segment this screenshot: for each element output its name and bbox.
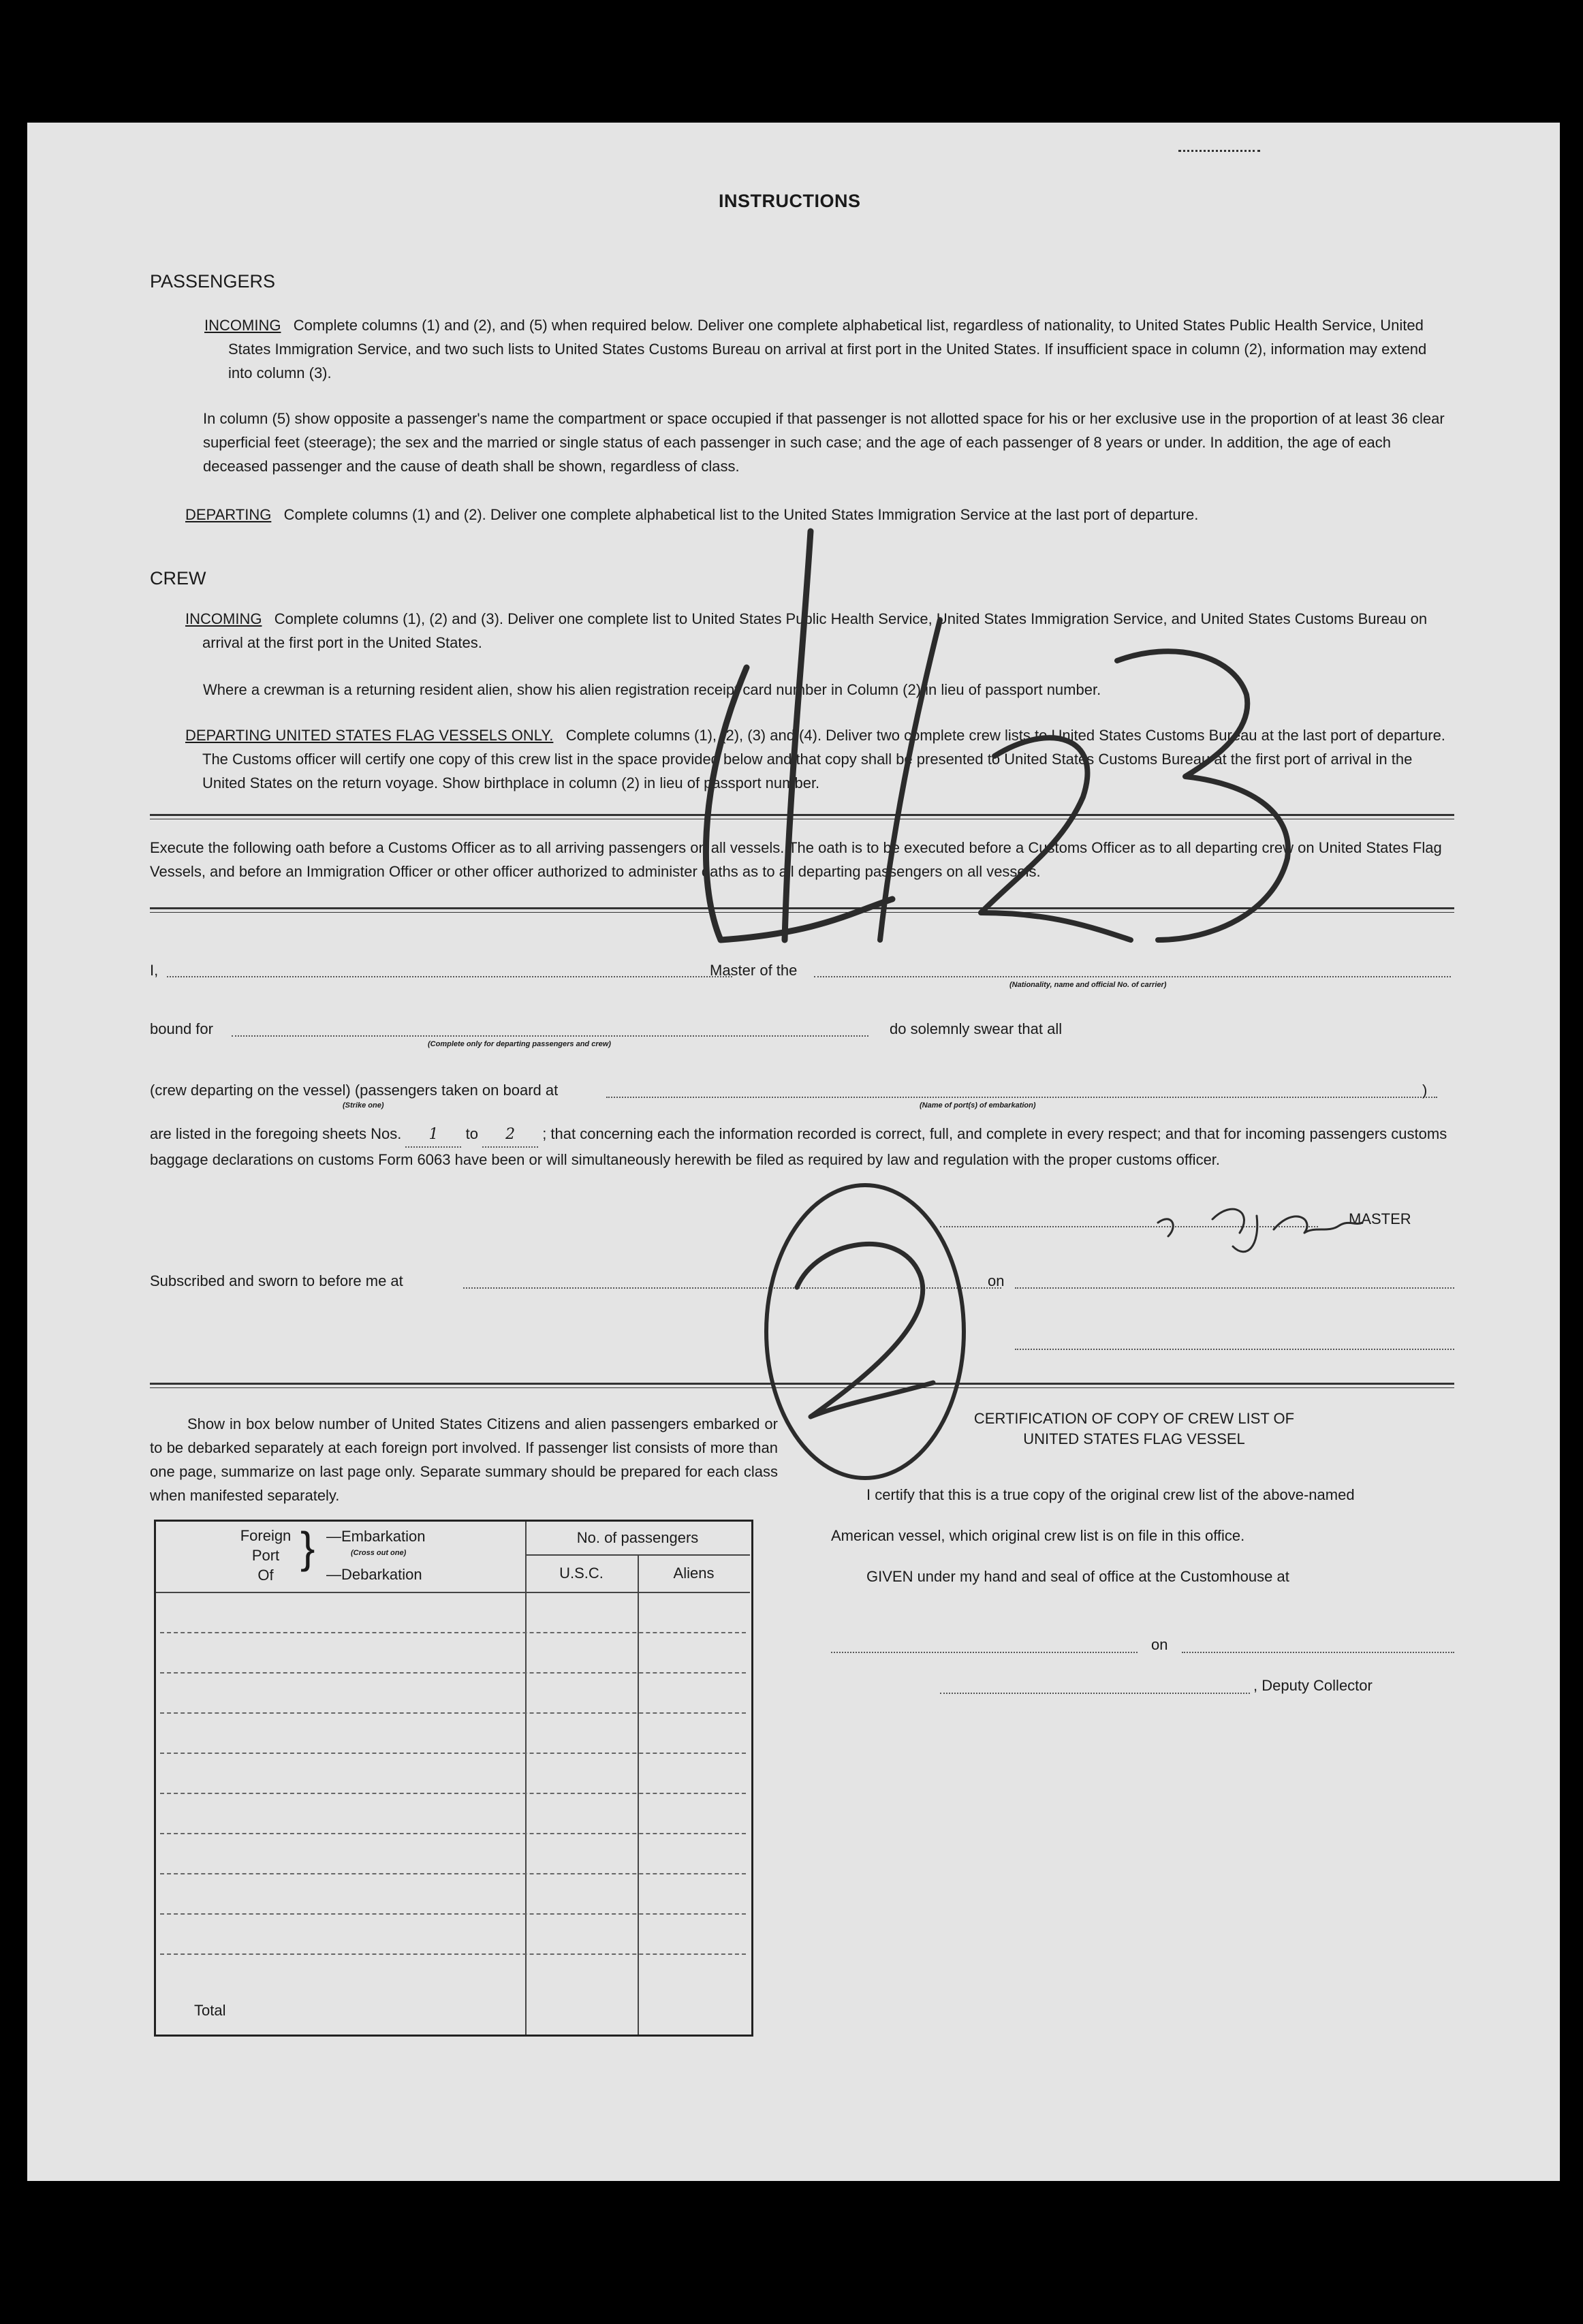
cross-out-hint: (Cross out one) bbox=[351, 1549, 407, 1557]
page-title: INSTRUCTIONS bbox=[719, 191, 861, 211]
given-text: GIVEN under my hand and seal of office at the Customhouse at bbox=[866, 1568, 1289, 1585]
brace: } bbox=[300, 1523, 315, 1572]
summary-row-line[interactable] bbox=[160, 1913, 746, 1915]
summary-row-line[interactable] bbox=[160, 1753, 746, 1754]
passengers-heading: PASSENGERS bbox=[150, 271, 276, 292]
crew-departing-text: Complete columns (1), (2), (3) and (4). Deliver two complete crew lists to United States Customs Bureau at the last port of departure. The Customs officer will certify one copy of this crew list in the space provided below and that copy shall be presented to United States Customs Bureau at the first port of arrival in the United States on the return voyage. Show birthplace in column (2) in lieu of passport number. bbox=[202, 727, 1445, 791]
oath-i-label: I, bbox=[150, 962, 159, 979]
passengers-column5-paragraph: In column (5) show opposite a passenger's name the compartment or space occupied if that passenger is not allotted space for his or her exclusive use in the proportion of at least 36 clear superficial feet (steerage); the sex and the married or single status of each passenger in such case; and the age of each passenger of 8 years or under. In addition, the age of each deceased passenger and the cause of death shall be shown, regardless of class. bbox=[203, 410, 1445, 475]
deputy-collector-label: , Deputy Collector bbox=[1253, 1677, 1373, 1694]
crew-heading: CREW bbox=[150, 568, 206, 588]
column-divider bbox=[525, 1522, 527, 2035]
summary-row-line[interactable] bbox=[160, 1712, 746, 1714]
of-label: Of bbox=[257, 1567, 274, 1584]
crew-incoming-text: Complete columns (1), (2) and (3). Deliver one complete list to United States Public Health Service, United States Immigration Service, and United States Customs Bureau on arrival at the first port in the United States. bbox=[202, 610, 1428, 651]
document-page bbox=[27, 123, 1560, 2181]
circled-number-two bbox=[797, 1244, 933, 1417]
header-divider bbox=[525, 1554, 750, 1556]
aliens-header: Aliens bbox=[673, 1565, 715, 1582]
total-label: Total bbox=[194, 2002, 226, 2019]
summary-instructions: Show in box below number of United States Citizens and alien passengers embarked or to be debarked separately at each foreign port involved. If passenger list consists of more than one page, summarize on last page only. Separate summary should be prepared for each class when manifested separately. bbox=[150, 1415, 778, 1504]
certification-heading: CERTIFICATION OF COPY OF CREW LIST OF UNITED STATES FLAG VESSEL bbox=[973, 1410, 1295, 1447]
bound-for-label: bound for bbox=[150, 1020, 213, 1037]
master-label: MASTER bbox=[1349, 1210, 1411, 1227]
sheet-from-field[interactable]: 1 bbox=[405, 1122, 461, 1148]
pencil-annotations bbox=[640, 504, 1376, 1526]
certification-date-field[interactable] bbox=[1182, 1652, 1454, 1653]
summary-row-line[interactable] bbox=[160, 1953, 746, 1955]
handwritten-four bbox=[706, 531, 892, 940]
usc-header: U.S.C. bbox=[559, 1565, 604, 1582]
crew-departing-label: (crew departing on the vessel) (passengers taken on board at bbox=[150, 1082, 559, 1099]
summary-row-line[interactable] bbox=[160, 1793, 746, 1794]
summary-row-line[interactable] bbox=[160, 1833, 746, 1834]
sheets-suffix: ; that concerning each the information recorded is correct, full, and complete in every respect; and that for incoming passengers customs baggage declarations on customs Form 6063 have been or will simultaneously herewith be filed as required by law and regulation with the proper customs officer. bbox=[150, 1125, 1447, 1168]
crew-alien-paragraph: Where a crewman is a returning resident alien, show his alien registration receipt card number in Column (2) in lieu of passport number. bbox=[203, 681, 1101, 698]
vessel-text: American vessel, which original crew list is on file in this office. bbox=[831, 1527, 1245, 1544]
strike-one-hint: (Strike one) bbox=[343, 1101, 384, 1110]
customhouse-field[interactable] bbox=[831, 1652, 1138, 1653]
header-divider bbox=[156, 1592, 750, 1593]
bound-for-hint: (Complete only for departing passengers and crew) bbox=[428, 1040, 611, 1048]
nationality-hint: (Nationality, name and official No. of carrier) bbox=[1009, 981, 1167, 989]
port-label: Port bbox=[251, 1547, 280, 1564]
foreign-port-of-label bbox=[228, 1526, 303, 1585]
subscribed-label: Subscribed and sworn to before me at bbox=[150, 1272, 403, 1289]
passengers-incoming-text: Complete columns (1) and (2), and (5) when required below. Deliver one complete alphabetical list, regardless of nationality, to United States Public Health Service, United States Immigration Service, and two such lists to United States Customs Bureau on arrival at first port in the United States. If insufficient space in column (2), information may extend into column (3). bbox=[228, 317, 1427, 381]
certify-text: I certify that this is a true copy of the original crew list of the above-named bbox=[866, 1486, 1355, 1503]
oath-intro: Execute the following oath before a Customs Officer as to all arriving passengers on all vessels. The oath is to be executed before a Customs Officer as to all departing crew on United States Flag Vessels, and before an Immigration Officer or other officer authorized to administer oaths as to all departing passengers on all vessels. bbox=[150, 839, 1442, 880]
passenger-summary-table bbox=[154, 1520, 753, 2037]
crew-departing-label: DEPARTING UNITED STATES FLAG VESSELS ONLY. bbox=[185, 727, 554, 744]
passengers-incoming-label: INCOMING bbox=[204, 317, 281, 334]
passengers-departing-label: DEPARTING bbox=[185, 506, 272, 523]
handwritten-slash bbox=[880, 620, 940, 940]
passengers-incoming-paragraph bbox=[204, 313, 1451, 385]
summary-row-line[interactable] bbox=[160, 1632, 746, 1633]
swear-label: do solemnly swear that all bbox=[890, 1020, 1063, 1037]
scan-speck bbox=[1178, 150, 1260, 152]
column-divider bbox=[638, 1556, 639, 2035]
certification-on-label: on bbox=[1151, 1636, 1168, 1653]
sheet-to-label: to bbox=[465, 1125, 478, 1142]
close-paren: ) bbox=[1422, 1082, 1428, 1099]
no-passengers-label: No. of passengers bbox=[576, 1529, 699, 1546]
master-of-label: Master of the bbox=[710, 962, 798, 979]
summary-row-line[interactable] bbox=[160, 1873, 746, 1874]
handwritten-two-three bbox=[981, 651, 1288, 940]
embarkation-option[interactable]: —Embarkation bbox=[326, 1528, 426, 1545]
crew-incoming-label: INCOMING bbox=[185, 610, 262, 627]
sheet-to-field[interactable]: 2 bbox=[482, 1122, 538, 1148]
master-signature bbox=[1158, 1209, 1362, 1252]
summary-row-line[interactable] bbox=[160, 1672, 746, 1674]
sworn-on-label: on bbox=[988, 1272, 1005, 1289]
passengers-departing-text: Complete columns (1) and (2). Deliver one complete alphabetical list to the United States Immigration Service at the last port of departure. bbox=[283, 506, 1199, 523]
circled-number-ring bbox=[766, 1185, 964, 1478]
embarkation-hint: (Name of port(s) of embarkation) bbox=[920, 1101, 1036, 1110]
sheets-prefix: are listed in the foregoing sheets Nos. bbox=[150, 1125, 402, 1142]
deputy-collector-field[interactable] bbox=[940, 1693, 1250, 1694]
foreign-label: Foreign bbox=[240, 1527, 292, 1544]
debarkation-option[interactable]: —Debarkation bbox=[326, 1566, 422, 1583]
